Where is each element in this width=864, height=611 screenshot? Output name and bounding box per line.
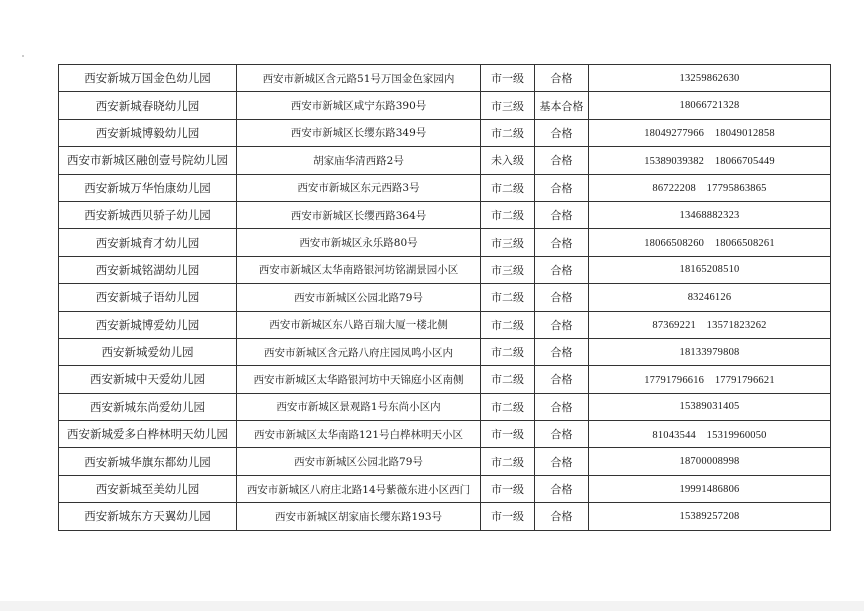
kindergarten-name-cell: 西安新城博爱幼儿园	[59, 311, 237, 338]
kindergarten-name-cell: 西安新城铭湖幼儿园	[59, 256, 237, 283]
status-cell: 合格	[535, 421, 589, 448]
status-cell: 合格	[535, 338, 589, 365]
level-cell: 市一级	[481, 503, 535, 530]
phone-cell: 83246126	[589, 284, 831, 311]
status-cell: 合格	[535, 256, 589, 283]
level-cell: 市二级	[481, 201, 535, 228]
table-row	[59, 119, 831, 146]
status-cell: 合格	[535, 503, 589, 530]
address-cell: 西安市新城区太华南路银河坊铭湖景园小区	[237, 256, 481, 283]
level-cell: 市二级	[481, 366, 535, 393]
table-row	[59, 284, 831, 311]
table-row	[59, 65, 831, 92]
level-cell: 市二级	[481, 284, 535, 311]
kindergarten-name-cell: 西安新城春晓幼儿园	[59, 92, 237, 119]
table-row	[59, 338, 831, 365]
table-row	[59, 92, 831, 119]
level-cell: 市二级	[481, 393, 535, 420]
address-cell: 西安市新城区含元路51号万国金色家园内	[237, 65, 481, 92]
status-cell: 合格	[535, 393, 589, 420]
kindergarten-name-cell: 西安新城东方天翼幼儿园	[59, 503, 237, 530]
level-cell: 市二级	[481, 311, 535, 338]
kindergarten-name-cell: 西安新城万华怡康幼儿园	[59, 174, 237, 201]
table-row	[59, 174, 831, 201]
phone-cell: 18049277966 18049012858	[589, 119, 831, 146]
status-cell: 合格	[535, 448, 589, 475]
kindergarten-name-cell: 西安新城西贝骄子幼儿园	[59, 201, 237, 228]
address-cell: 西安市新城区景观路1号东尚小区内	[237, 393, 481, 420]
phone-cell: 13468882323	[589, 201, 831, 228]
phone-cell: 18066508260 18066508261	[589, 229, 831, 256]
level-cell: 市三级	[481, 229, 535, 256]
address-cell: 西安市新城区太华南路121号白桦林明天小区	[237, 421, 481, 448]
kindergarten-name-cell: 西安新城子语幼儿园	[59, 284, 237, 311]
table-body	[59, 65, 831, 531]
phone-cell: 17791796616 17791796621	[589, 366, 831, 393]
address-cell: 西安市新城区咸宁东路390号	[237, 92, 481, 119]
kindergarten-name-cell: 西安市新城区融创壹号院幼儿园	[59, 147, 237, 174]
phone-cell: 15389031405	[589, 393, 831, 420]
scan-bottom-band	[0, 601, 864, 611]
status-cell: 合格	[535, 229, 589, 256]
table-row	[59, 393, 831, 420]
address-cell: 西安市新城区公园北路79号	[237, 284, 481, 311]
address-cell: 西安市新城区公园北路79号	[237, 448, 481, 475]
address-cell: 西安市新城区长缨西路364号	[237, 201, 481, 228]
table-row	[59, 229, 831, 256]
address-cell: 西安市新城区长缨东路349号	[237, 119, 481, 146]
phone-cell: 19991486806	[589, 475, 831, 502]
address-cell: 胡家庙华清西路2号	[237, 147, 481, 174]
kindergarten-name-cell: 西安新城爱多白桦林明天幼儿园	[59, 421, 237, 448]
phone-cell: 18700008998	[589, 448, 831, 475]
phone-cell: 86722208 17795863865	[589, 174, 831, 201]
kindergarten-name-cell: 西安新城东尚爱幼儿园	[59, 393, 237, 420]
table-row	[59, 256, 831, 283]
kindergarten-table	[58, 64, 831, 531]
status-cell: 合格	[535, 119, 589, 146]
phone-cell: 18165208510	[589, 256, 831, 283]
table-row	[59, 448, 831, 475]
level-cell: 市一级	[481, 421, 535, 448]
status-cell: 合格	[535, 201, 589, 228]
table-row	[59, 201, 831, 228]
status-cell: 合格	[535, 475, 589, 502]
phone-cell: 87369221 13571823262	[589, 311, 831, 338]
kindergarten-name-cell: 西安新城华旗东都幼儿园	[59, 448, 237, 475]
table-row	[59, 311, 831, 338]
kindergarten-name-cell: 西安新城博毅幼儿园	[59, 119, 237, 146]
phone-cell: 18066721328	[589, 92, 831, 119]
table-row	[59, 503, 831, 530]
status-cell: 合格	[535, 147, 589, 174]
phone-cell: 15389039382 18066705449	[589, 147, 831, 174]
kindergarten-name-cell: 西安新城中天爱幼儿园	[59, 366, 237, 393]
phone-cell: 15389257208	[589, 503, 831, 530]
status-cell: 合格	[535, 174, 589, 201]
level-cell: 市三级	[481, 92, 535, 119]
address-cell: 西安市新城区含元路八府庄园凤鸣小区内	[237, 338, 481, 365]
address-cell: 西安市新城区永乐路80号	[237, 229, 481, 256]
phone-cell: 18133979808	[589, 338, 831, 365]
level-cell: 市三级	[481, 256, 535, 283]
level-cell: 市二级	[481, 338, 535, 365]
address-cell: 西安市新城区东元西路3号	[237, 174, 481, 201]
address-cell: 西安市新城区太华路银河坊中天锦庭小区南侧	[237, 366, 481, 393]
phone-cell: 81043544 15319960050	[589, 421, 831, 448]
kindergarten-table-wrapper	[58, 64, 831, 531]
status-cell: 合格	[535, 366, 589, 393]
address-cell: 西安市新城区胡家庙长缨东路193号	[237, 503, 481, 530]
table-row	[59, 421, 831, 448]
status-cell: 合格	[535, 284, 589, 311]
kindergarten-name-cell: 西安新城爱幼儿园	[59, 338, 237, 365]
scan-speck	[22, 55, 24, 57]
level-cell: 市一级	[481, 65, 535, 92]
address-cell: 西安市新城区八府庄北路14号紫薇东进小区西门	[237, 475, 481, 502]
level-cell: 市二级	[481, 174, 535, 201]
status-cell: 合格	[535, 311, 589, 338]
level-cell: 未入级	[481, 147, 535, 174]
kindergarten-name-cell: 西安新城万国金色幼儿园	[59, 65, 237, 92]
table-row	[59, 366, 831, 393]
phone-cell: 13259862630	[589, 65, 831, 92]
address-cell: 西安市新城区东八路百瑞大厦一楼北侧	[237, 311, 481, 338]
table-row	[59, 147, 831, 174]
table-row	[59, 475, 831, 502]
status-cell: 基本合格	[535, 92, 589, 119]
kindergarten-name-cell: 西安新城至美幼儿园	[59, 475, 237, 502]
level-cell: 市二级	[481, 119, 535, 146]
status-cell: 合格	[535, 65, 589, 92]
level-cell: 市一级	[481, 475, 535, 502]
kindergarten-name-cell: 西安新城育才幼儿园	[59, 229, 237, 256]
level-cell: 市二级	[481, 448, 535, 475]
